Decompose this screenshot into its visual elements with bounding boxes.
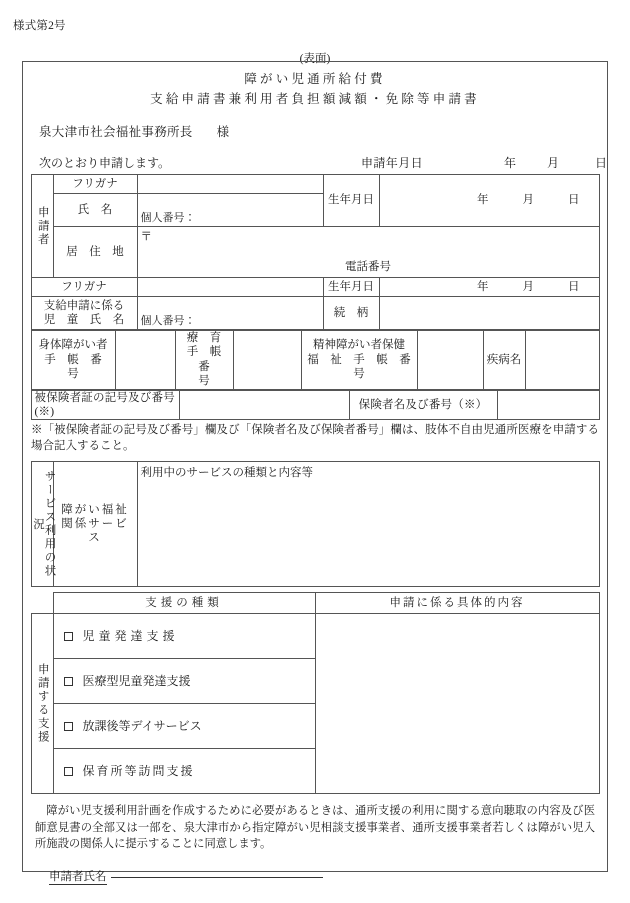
applicant-birth-value[interactable] xyxy=(379,175,599,227)
side-label: (表面) xyxy=(299,53,331,65)
insured-symbol-label: 被保険者証の記号及び番号(※) xyxy=(31,390,179,420)
disease-label: 疾病名 xyxy=(483,331,525,390)
support-detail-value[interactable] xyxy=(315,614,599,794)
checkbox-icon[interactable] xyxy=(64,677,73,686)
child-birth-day: 日 xyxy=(568,280,580,293)
service-usage-content-header: 利用中のサービスの種類と内容等 xyxy=(140,467,313,480)
child-relation-label: 続 柄 xyxy=(323,297,379,330)
applicant-furigana-label: フリガナ xyxy=(53,175,137,194)
form-title-line1: 障がい児通所給付費 xyxy=(244,72,386,86)
insurer-label: 保険者名及び番号（※） xyxy=(349,390,497,420)
support-row-0 xyxy=(31,614,599,659)
application-date-line xyxy=(23,154,607,170)
form-frame xyxy=(22,61,608,884)
applicant-vertical-label: 申請者 xyxy=(31,175,53,278)
signature-line[interactable] xyxy=(111,877,323,878)
child-furigana-label: フリガナ xyxy=(31,278,137,297)
support-checkbox-item-0[interactable] xyxy=(53,614,315,659)
support-checkbox-item-1[interactable] xyxy=(53,659,315,704)
addressee-honorific: 様 xyxy=(216,125,230,139)
certificates-row xyxy=(31,331,599,390)
insured-symbol-value[interactable] xyxy=(179,390,349,420)
applicant-birth-label: 生年月日 xyxy=(323,175,379,227)
applicant-name-label: 氏 名 xyxy=(53,194,137,227)
checkbox-icon[interactable] xyxy=(64,722,73,731)
mental-cert-value[interactable] xyxy=(417,331,483,390)
ryoiku-cert-value[interactable] xyxy=(233,331,301,390)
child-my-number-label: 個人番号： xyxy=(140,315,196,328)
applicant-furigana-value[interactable] xyxy=(137,175,323,194)
physical-cert-label: 身体障がい者 手 帳 番 号 xyxy=(31,331,115,390)
postal-mark: 〒 xyxy=(140,230,152,243)
mental-cert-label: 精神障がい者保健 福 祉 手 帳 番 号 xyxy=(301,331,417,390)
insurance-note: ※「被保険者証の記号及び番号」欄及び「保険者名及び保険者番号」欄は、肢体不自由児通所医療を申請する場合記入すること。 xyxy=(31,424,599,452)
child-furigana-value[interactable] xyxy=(137,278,323,297)
application-month-label: 月 xyxy=(547,156,560,170)
applicant-address-value[interactable] xyxy=(137,227,599,278)
support-item-label-0: 児童発達支援 xyxy=(82,628,179,643)
intro-text: 次のとおり申請します。 xyxy=(39,156,171,170)
service-usage-table xyxy=(31,461,600,587)
physical-cert-value[interactable] xyxy=(115,331,175,390)
applicant-phone-label: 電話番号 xyxy=(345,261,391,273)
applicant-birth-day: 日 xyxy=(568,194,580,207)
child-name-row xyxy=(31,297,599,330)
child-furigana-row xyxy=(31,278,599,297)
support-vertical-label: 申請する支援 xyxy=(31,614,53,794)
disease-value[interactable] xyxy=(525,331,599,390)
welfare-service-label: 障がい福祉関係サービス xyxy=(53,462,137,587)
support-item-label-3: 保育所等訪問支援 xyxy=(82,763,195,778)
support-checkbox-item-2[interactable] xyxy=(53,704,315,749)
support-checkbox-item-3[interactable] xyxy=(53,749,315,794)
child-relation-value[interactable] xyxy=(379,297,599,330)
addressee xyxy=(39,122,607,140)
form-title-line2: 支給申請書兼利用者負担額減額・免除等申請書 xyxy=(150,92,480,106)
service-usage-row xyxy=(31,462,599,587)
insurer-value[interactable] xyxy=(497,390,599,420)
signature-field[interactable] xyxy=(49,868,607,884)
applicant-birth-month: 月 xyxy=(522,194,534,207)
insurance-row xyxy=(31,390,599,420)
child-name-value[interactable] xyxy=(137,297,323,330)
child-name-label: 支給申請に係る 児 童 氏 名 xyxy=(31,297,137,330)
applicant-table xyxy=(31,174,600,330)
applicant-furigana-row xyxy=(31,175,599,194)
certificates-table xyxy=(31,330,600,390)
checkbox-icon[interactable] xyxy=(64,632,73,641)
child-birth-value[interactable] xyxy=(379,278,599,297)
child-birth-year: 年 xyxy=(477,280,489,293)
child-birth-label: 生年月日 xyxy=(323,278,379,297)
form-number: 様式第2号 xyxy=(13,20,66,32)
support-type-header: 支援の種類 xyxy=(53,593,315,614)
service-usage-vertical-label: サービス利用の状況 xyxy=(31,462,53,587)
consent-paragraph: 障がい児支援利用計画を作成するために必要があるときは、通所支援の利用に関する意向聴取の内容及び医師意見書の全部又は一部を、泉大津市から指定障がい児相談支援事業者、通所支援事業者若しくは障がい児入所施設の関係人に提示することに同意します。 xyxy=(35,805,595,851)
applicant-address-row xyxy=(31,227,599,278)
support-table xyxy=(31,592,600,794)
applicant-my-number-label: 個人番号： xyxy=(140,212,196,225)
support-item-label-1: 医療型児童発達支援 xyxy=(82,673,191,688)
application-day-label: 日 xyxy=(595,156,608,170)
addressee-name: 泉大津市社会福祉事務所長 xyxy=(39,125,193,139)
applicant-address-label: 居 住 地 xyxy=(53,227,137,278)
support-header-row xyxy=(31,593,599,614)
child-birth-month: 月 xyxy=(522,280,534,293)
ryoiku-cert-label: 療 育 手 帳 番 号 xyxy=(175,331,233,390)
application-date-label: 申請年月日 xyxy=(361,156,424,170)
insurance-table xyxy=(31,390,600,421)
service-usage-content[interactable] xyxy=(137,462,599,587)
checkbox-icon[interactable] xyxy=(64,767,73,776)
support-detail-header: 申請に係る具体的内容 xyxy=(315,593,599,614)
signature-label: 申請者氏名 xyxy=(49,871,107,884)
support-item-label-2: 放課後等デイサービス xyxy=(82,718,202,733)
applicant-name-value[interactable] xyxy=(137,194,323,227)
applicant-birth-year: 年 xyxy=(477,194,489,207)
application-year-label: 年 xyxy=(504,156,517,170)
